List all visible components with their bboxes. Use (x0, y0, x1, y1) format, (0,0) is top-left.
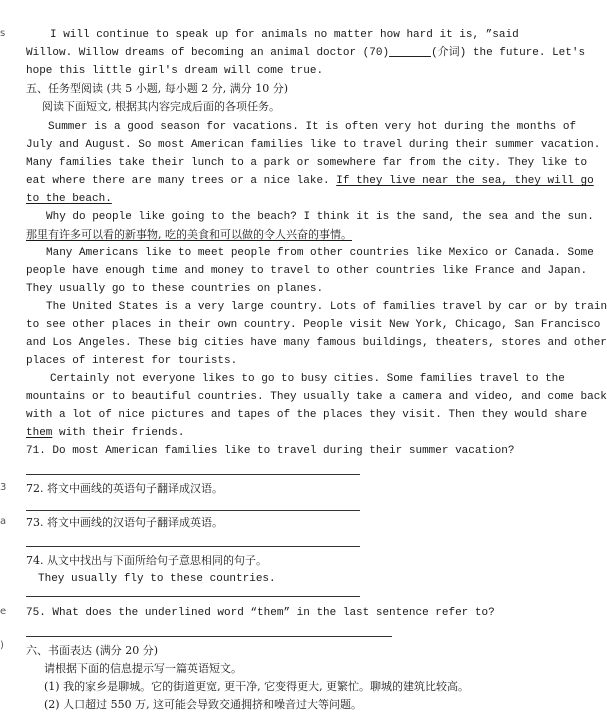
answer-line-73[interactable] (26, 546, 360, 547)
passage-line: hope this little girl's dream will come true. (26, 65, 324, 77)
passage-line: Certainly not everyone likes to go to busy cities. Some families travel to the (50, 373, 565, 385)
section-5-title: 五、任务型阅读 (共 5 小题, 每小题 2 分, 满分 10 分) (26, 82, 289, 95)
underlined-english-sentence: If they live near the sea, they will go (336, 175, 594, 187)
question-73: 73. 将文中画线的汉语句子翻译成英语。 (26, 516, 223, 529)
passage-line: places of interest for tourists. (26, 355, 238, 367)
underlined-english-sentence-end: to the beach. (26, 193, 112, 205)
passage-line: They usually go to these countries on planes. (26, 283, 324, 295)
writing-prompt-item: (1) 我的家乡是聊城。它的街道更宽, 更干净, 它变得更大, 更繁忙。聊城的建筑比较高。 (44, 680, 470, 693)
passage-line: Many families take their lunch to a park or somewhere far from the city. They like to (26, 157, 588, 169)
passage-line: people have enough time and money to travel to other countries like France and Japan. (26, 265, 588, 277)
answer-line-71[interactable] (26, 474, 360, 475)
section-5-instruction: 阅读下面短文, 根据其内容完成后面的各项任务。 (42, 100, 280, 113)
question-74: 74. 从文中找出与下面所给句子意思相同的句子。 (26, 554, 267, 567)
passage-line: to see other places in their own country. People visit New York, Chicago, San Francisco (26, 319, 601, 331)
question-74-sentence: They usually fly to these countries. (38, 573, 276, 585)
section-6-instruction: 请根据下面的信息提示写一篇英语短文。 (44, 662, 242, 675)
passage-line: Many Americans like to meet people from other countries like Mexico or Canada. Some (46, 247, 594, 259)
section-6-title: 六、书面表达 (满分 20 分) (26, 644, 159, 657)
underlined-word-them: them (26, 427, 53, 439)
margin-mark: 3 (0, 482, 7, 493)
answer-line-74[interactable] (26, 596, 360, 597)
margin-mark: e (0, 606, 7, 617)
answer-line-75[interactable] (26, 636, 392, 637)
passage-line: Willow. Willow dreams of becoming an animal doctor (70) (介词) the future. Let's (26, 44, 522, 62)
writing-prompt-item: (2) 人口超过 550 万, 这可能会导致交通拥挤和噪音过大等问题。 (44, 698, 363, 711)
passage-line: July and August. So most American families like to travel during their summer vacation. (26, 139, 601, 151)
passage-line: I will continue to speak up for animals no matter how hard it is, ”said (50, 29, 519, 41)
question-75: 75. What does the underlined word “them” in the last sentence refer to? (26, 607, 495, 619)
question-71: 71. Do most American families like to travel during their summer vacation? (26, 445, 515, 457)
question-72: 72. 将文中画线的英语句子翻译成汉语。 (26, 482, 223, 495)
passage-line: with a lot of nice pictures and tapes of the places they visit. Then they would share (26, 409, 588, 421)
passage-line: them with their friends. (26, 427, 185, 439)
passage-line: Summer is a good season for vacations. It is often very hot during the months of (48, 121, 577, 133)
passage-line: mountains or to beautiful countries. They usually take a camera and video, and come back (26, 391, 607, 403)
margin-mark: a (0, 516, 7, 527)
passage-line: Why do people like going to the beach? I think it is the sand, the sea and the sun. (46, 211, 594, 223)
margin-mark: ) (0, 640, 4, 651)
passage-line: and Los Angeles. These big cities have many famous buildings, theaters, stores and other (26, 337, 607, 349)
passage-line: The United States is a very large country. Lots of families travel by car or by train (46, 301, 607, 313)
margin-mark: s (0, 28, 6, 39)
answer-blank-70[interactable] (389, 44, 431, 57)
underlined-chinese-sentence: 那里有许多可以看的新事物, 吃的美食和可以做的令人兴奋的事情。 (26, 228, 352, 241)
passage-line: eat where there are many trees or a nice lake. If they live near the sea, they will go (26, 175, 594, 187)
answer-line-72[interactable] (26, 510, 360, 511)
